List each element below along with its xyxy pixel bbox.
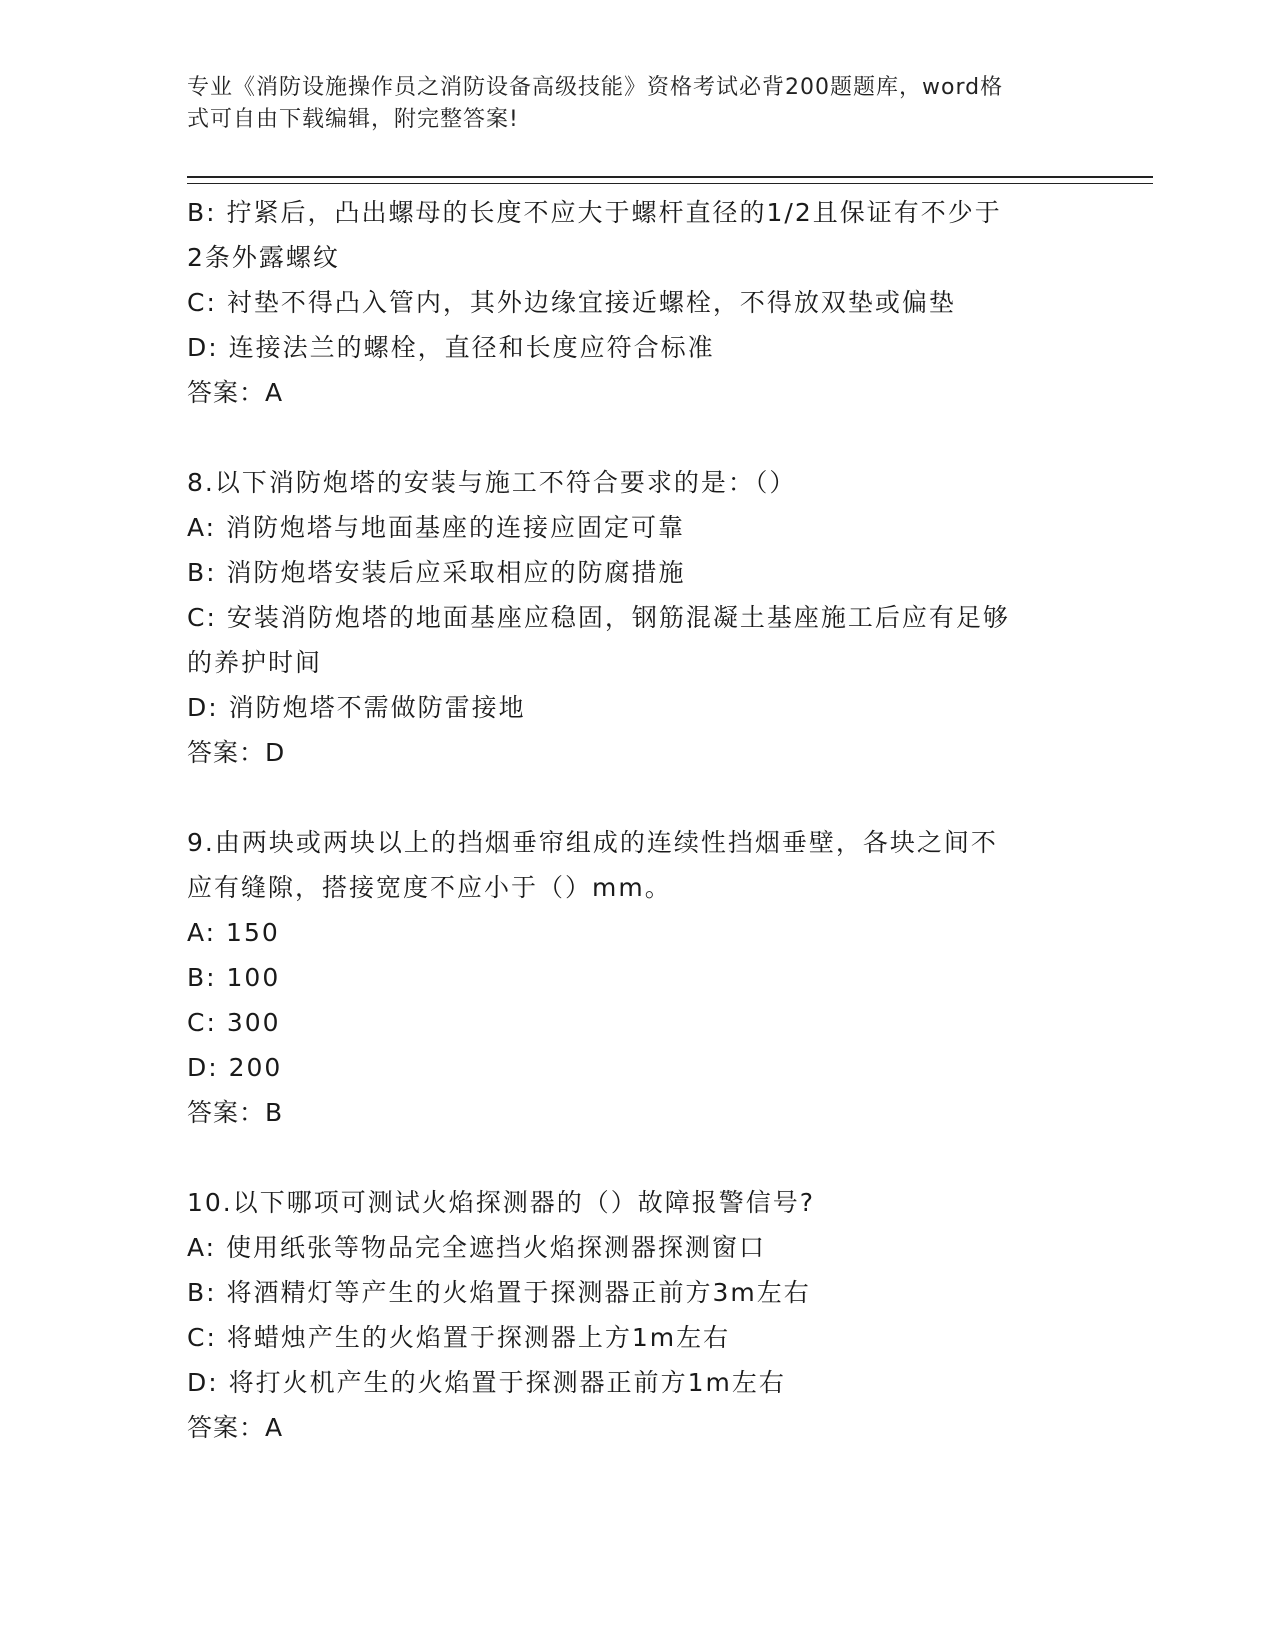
question-8	[187, 460, 1087, 775]
question-list	[187, 190, 1087, 1450]
option-c-continued: 的养护时间	[187, 648, 323, 677]
spacer	[187, 1135, 1087, 1180]
answer-label: 答案：A	[187, 1413, 284, 1442]
answer-label: 答案：D	[187, 738, 286, 767]
question-7-partial	[187, 190, 1087, 415]
option-b: B: 消防炮塔安装后应采取相应的防腐措施	[187, 558, 686, 587]
header-divider	[187, 176, 1153, 184]
option-b: B: 将酒精灯等产生的火焰置于探测器正前方3m左右	[187, 1278, 811, 1307]
option-a: A: 150	[187, 918, 280, 947]
option-c: C: 衬垫不得凸入管内，其外边缘宜接近螺栓，不得放双垫或偏垫	[187, 288, 956, 317]
question-text: 9.由两块或两块以上的挡烟垂帘组成的连续性挡烟垂壁，各块之间不	[187, 828, 998, 857]
spacer	[187, 775, 1087, 820]
question-text: 8.以下消防炮塔的安装与施工不符合要求的是：（）	[187, 468, 797, 497]
option-b: B: 拧紧后，凸出螺母的长度不应大于螺杆直径的1/2且保证有不少于	[187, 198, 1002, 227]
question-text: 10.以下哪项可测试火焰探测器的（）故障报警信号?	[187, 1188, 816, 1217]
answer-label: 答案：B	[187, 1098, 284, 1127]
spacer	[187, 415, 1087, 460]
option-a: A: 使用纸张等物品完全遮挡火焰探测器探测窗口	[187, 1233, 767, 1262]
question-9	[187, 820, 1087, 1135]
option-b-continued: 2条外露螺纹	[187, 243, 340, 272]
option-d: D: 消防炮塔不需做防雷接地	[187, 693, 526, 722]
option-b: B: 100	[187, 963, 281, 992]
option-d: D: 连接法兰的螺栓，直径和长度应符合标准	[187, 333, 715, 362]
question-text-continued: 应有缝隙，搭接宽度不应小于（）mm。	[187, 873, 672, 902]
option-c: C: 安装消防炮塔的地面基座应稳固，钢筋混凝土基座施工后应有足够	[187, 603, 1010, 632]
document-header	[187, 72, 1067, 136]
option-c: C: 300	[187, 1008, 281, 1037]
answer-label: 答案：A	[187, 378, 284, 407]
option-a: A: 消防炮塔与地面基座的连接应固定可靠	[187, 513, 686, 542]
option-d: D: 200	[187, 1053, 283, 1082]
option-d: D: 将打火机产生的火焰置于探测器正前方1m左右	[187, 1368, 786, 1397]
header-line-1: 专业《消防设施操作员之消防设备高级技能》资格考试必背200题题库，word格	[187, 75, 1004, 100]
option-c: C: 将蜡烛产生的火焰置于探测器上方1m左右	[187, 1323, 731, 1352]
header-line-2: 式可自由下载编辑，附完整答案!	[187, 107, 519, 132]
question-10	[187, 1180, 1087, 1450]
